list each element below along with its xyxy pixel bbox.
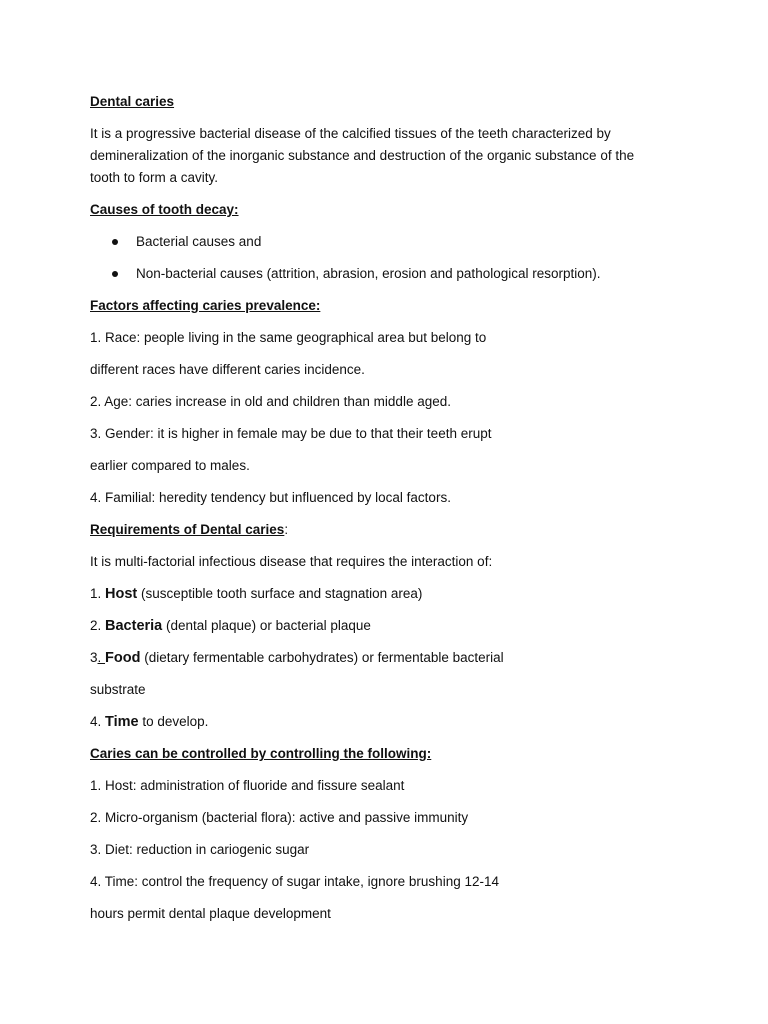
control-line-4: 4. Time: control the frequency of sugar intake, ignore brushing 12-14: [90, 874, 499, 889]
bullet-icon: [112, 239, 118, 245]
factors-line-2: different races have different caries incidence.: [90, 362, 365, 377]
document-title: Dental caries: [90, 94, 175, 109]
factors-line-5: earlier compared to males.: [90, 458, 250, 473]
item-number: 4.: [90, 714, 106, 729]
factors-heading: Factors affecting caries prevalence:: [90, 298, 321, 313]
causes-item-2: Non-bacterial causes (attrition, abrasion, erosion and pathological resorption).: [136, 266, 601, 281]
item-number: 2.: [90, 618, 106, 633]
item-text: (dental plaque) or bacterial plaque: [162, 618, 371, 633]
requirements-heading-row: [90, 521, 690, 539]
item-text: to develop.: [138, 714, 209, 729]
requirements-intro: It is multi-factorial infectious disease that requires the interaction of:: [90, 554, 493, 569]
item-number: 3: [90, 650, 98, 665]
item-term: Food: [105, 650, 141, 666]
item-term: Bacteria: [105, 618, 163, 634]
factors-line-4: 3. Gender: it is higher in female may be due to that their teeth erupt: [90, 426, 492, 441]
factors-line-3: 2. Age: caries increase in old and children than middle aged.: [90, 394, 451, 409]
requirement-item-3-continuation: substrate: [90, 682, 146, 697]
item-text: (dietary fermentable carbohydrates) or fermentable bacterial: [140, 650, 504, 665]
definition-line-3: tooth to form a cavity.: [90, 170, 219, 185]
item-term: Host: [105, 586, 138, 602]
causes-heading: Causes of tooth decay:: [90, 202, 239, 217]
bullet-icon: [112, 271, 118, 277]
control-line-5: hours permit dental plaque development: [90, 906, 331, 921]
item-number: 1.: [90, 586, 106, 601]
factors-line-6: 4. Familial: heredity tendency but influenced by local factors.: [90, 490, 451, 505]
control-heading: Caries can be controlled by controlling the following:: [90, 746, 432, 761]
requirement-item-2: [90, 617, 690, 635]
requirement-item-1: [90, 585, 690, 603]
factors-line-1: 1. Race: people living in the same geographical area but belong to: [90, 330, 487, 345]
definition-line-2: demineralization of the inorganic substance and destruction of the organic substance of the: [90, 148, 635, 163]
definition-line-1: It is a progressive bacterial disease of the calcified tissues of the teeth characterized by: [90, 126, 611, 141]
requirements-heading: Requirements of Dental caries: [90, 522, 285, 537]
item-number-dot: .: [97, 650, 106, 665]
item-text: (susceptible tooth surface and stagnation area): [137, 586, 423, 601]
control-line-2: 2. Micro-organism (bacterial flora): active and passive immunity: [90, 810, 469, 825]
control-line-1: 1. Host: administration of fluoride and fissure sealant: [90, 778, 405, 793]
requirement-item-3: [90, 649, 690, 667]
requirements-heading-colon: :: [284, 522, 289, 537]
causes-item-1: Bacterial causes and: [136, 234, 262, 249]
control-line-3: 3. Diet: reduction in cariogenic sugar: [90, 842, 310, 857]
item-term: Time: [105, 714, 139, 730]
requirement-item-4: [90, 713, 690, 731]
